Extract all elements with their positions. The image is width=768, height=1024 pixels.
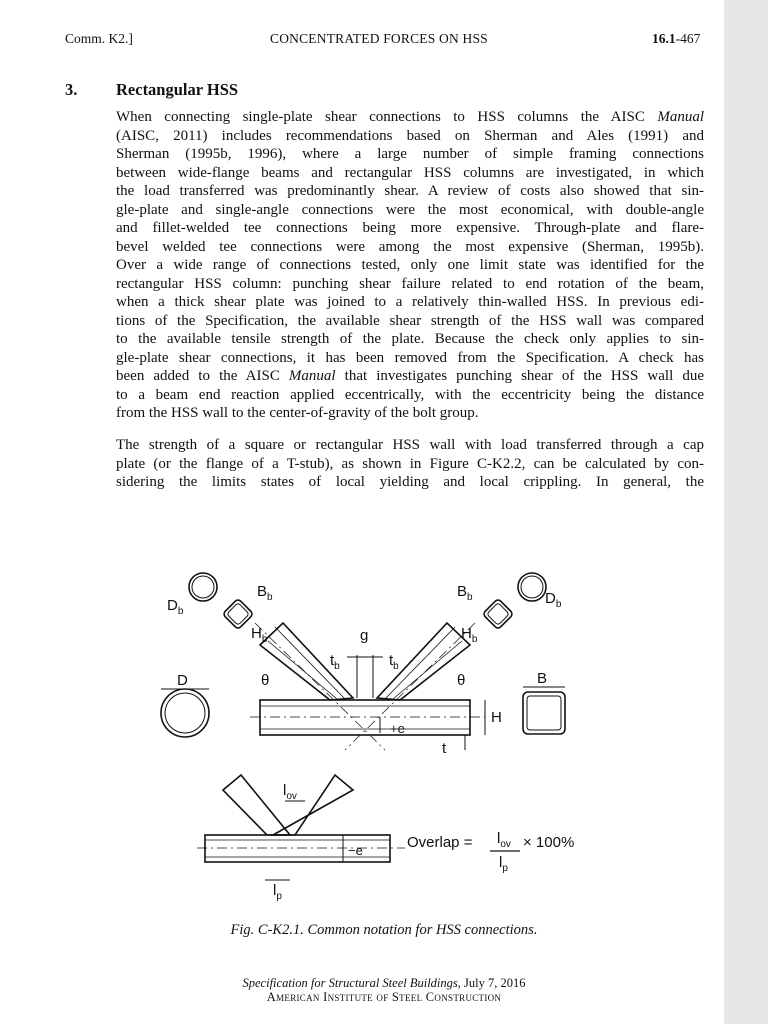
overlap-denominator: $l_p$ bbox=[499, 854, 508, 874]
section-title: Rectangular HSS bbox=[116, 80, 239, 99]
footer-line-1 bbox=[0, 976, 768, 991]
text-line: the load transferred was predominantly shear. A review of costs also showed that sin- bbox=[116, 183, 704, 199]
overlap-numerator: $l_{ov}$ bbox=[497, 830, 511, 850]
label-t: t bbox=[442, 740, 447, 757]
text-line: plate (or the flange of a T-stub), as shown in Figure C-K2.2, can be calculated by con- bbox=[116, 455, 704, 472]
text-line: Sherman (1995b, 1996), where a large number of simple framing connections bbox=[116, 146, 704, 162]
overlap-percent: × 100% bbox=[523, 834, 575, 851]
round-branch-right bbox=[518, 573, 546, 601]
footer-date: , July 7, 2016 bbox=[457, 976, 526, 990]
label-B: B bbox=[537, 670, 548, 687]
label-Bb-right: $B_b$ bbox=[457, 583, 473, 603]
text-line: The strength of a square or rectangular HSS wall with load transferred through a cap bbox=[116, 437, 704, 453]
label-g: g bbox=[360, 627, 369, 644]
text-line: gle-plate shear connections, it has been removed from the Specification. A check has bbox=[116, 349, 704, 366]
paragraph-2 bbox=[116, 436, 704, 492]
overlap-branch-left bbox=[223, 775, 290, 835]
footer-line-2: American Institute of Steel Construction bbox=[266, 990, 502, 1004]
paragraph-1 bbox=[116, 108, 704, 423]
running-header-title: CONCENTRATED FORCES ON HSS bbox=[270, 31, 488, 46]
label-minus-e: −e bbox=[348, 843, 363, 858]
chord-member bbox=[260, 700, 470, 735]
text-line: Over a wide range of connections tested, only one limit state was identified for the bbox=[116, 257, 704, 273]
rect-chord-section bbox=[523, 692, 565, 734]
label-Db-left: $D_b$ bbox=[167, 597, 184, 617]
label-plus-e: +e bbox=[390, 721, 405, 736]
label-H: H bbox=[491, 709, 502, 726]
label-theta-left: θ bbox=[261, 672, 270, 689]
text-line: When connecting single-plate shear connections to HSS columns the AISC Manual bbox=[116, 109, 704, 125]
label-Bb-left: $B_b$ bbox=[257, 583, 273, 603]
text-line: tions of the Specification, the available shear strength of the HSS wall was compared bbox=[116, 312, 704, 329]
page-number-rest: -467 bbox=[675, 31, 701, 46]
text-line: from the HSS wall to the center-of-gravity of the bolt group. bbox=[116, 405, 479, 421]
overlap-label: Overlap = bbox=[407, 834, 473, 851]
page-number-bold: 16.1 bbox=[652, 31, 676, 46]
text-line: sidering the limits states of local yielding and local crippling. In general, the bbox=[116, 474, 704, 490]
text-line: gle-plate and single-angle connections were the most economical, with double-angle bbox=[116, 201, 704, 218]
label-Hb-right: $H_b$ bbox=[461, 625, 478, 645]
square-branch-left bbox=[222, 598, 253, 629]
hss-connection-figure bbox=[145, 565, 605, 905]
text-line: to the available tensile strength of the plate. Because the check only applies to sin- bbox=[116, 331, 704, 347]
text-line: when a thick shear plate was joined to a relatively thin-walled HSS. In previous edi- bbox=[116, 294, 704, 310]
label-Db-right: $D_b$ bbox=[545, 590, 562, 610]
running-header-left: Comm. K2.] bbox=[65, 31, 133, 46]
label-theta-right: θ bbox=[457, 672, 466, 689]
round-branch-left bbox=[189, 573, 217, 601]
text-line: between wide-flange beams and rectangular HSS columns are investigated, in which bbox=[116, 164, 704, 181]
page-number bbox=[652, 31, 700, 47]
viewer-sidebar bbox=[724, 0, 768, 1024]
label-Hb-left: $H_b$ bbox=[251, 625, 268, 645]
square-branch-right bbox=[482, 598, 513, 629]
text-line: to a beam end reaction applied eccentrically, with the eccentricity being the distance bbox=[116, 386, 704, 403]
text-line: rectangular HSS column: punching shear failure related to end rotation of the beam, bbox=[116, 275, 704, 292]
text-line: (AISC, 2011) includes recommendations based on Sherman and Ales (1991) and bbox=[116, 127, 704, 144]
figure-caption: Fig. C-K2.1. Common notation for HSS connections. bbox=[230, 922, 538, 938]
text-line: been added to the AISC Manual that investigates punching shear of the HSS wall due bbox=[116, 368, 704, 384]
label-tb-right: $t_b$ bbox=[389, 652, 399, 672]
text-line: bevel welded tee connections were among the most expensive (Sherman, 1995b). bbox=[116, 238, 704, 255]
round-chord-section bbox=[161, 689, 209, 737]
label-lov: $l_{ov}$ bbox=[283, 782, 297, 802]
text-line: and fillet-welded tee connections being more expensive. Through-plate and flare- bbox=[116, 220, 704, 236]
footer-spec-title: Specification for Structural Steel Buildings bbox=[242, 976, 458, 990]
label-D: D bbox=[177, 672, 188, 689]
section-number: 3. bbox=[65, 80, 78, 99]
label-lp: $l_p$ bbox=[273, 882, 282, 902]
label-tb-left: $t_b$ bbox=[330, 652, 340, 672]
